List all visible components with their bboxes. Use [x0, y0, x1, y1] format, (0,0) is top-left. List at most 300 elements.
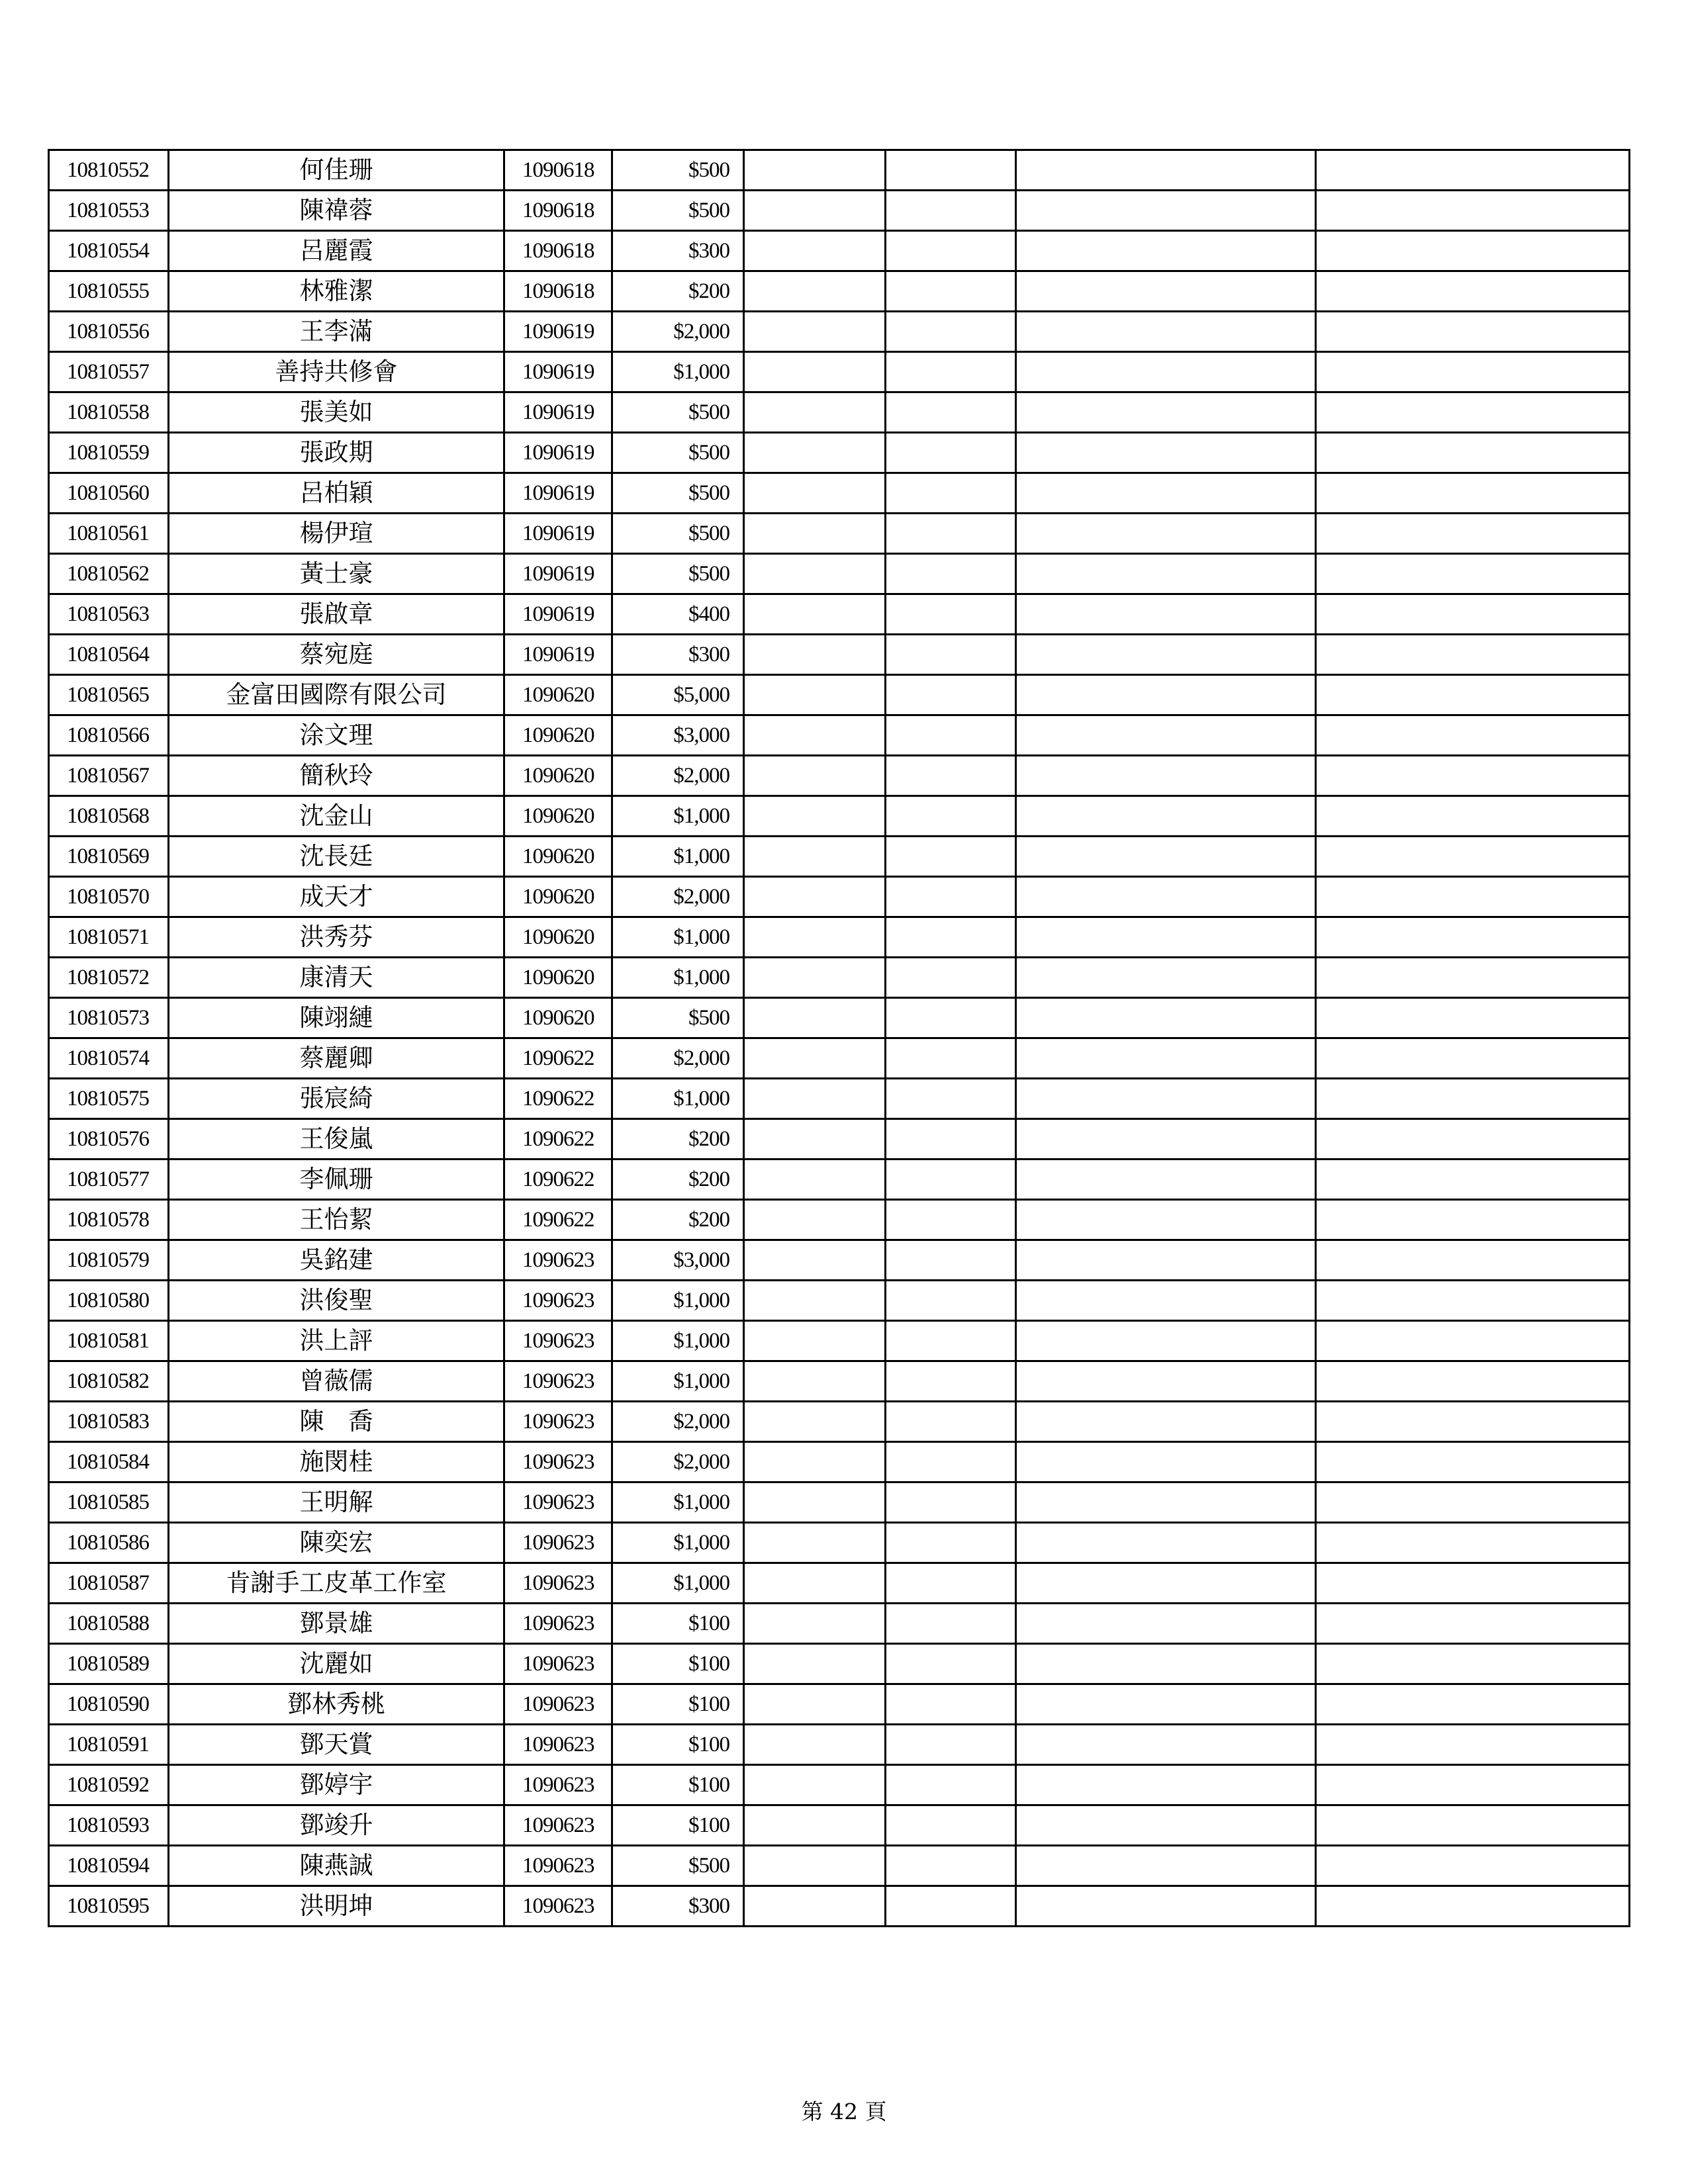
donation-date-cell: 1090623: [504, 1402, 612, 1442]
empty-cell: [744, 1281, 886, 1321]
empty-cell: [1316, 715, 1630, 756]
receipt-number-cell: 10810572: [49, 958, 169, 998]
donor-name-cell: 鄧婷宇: [169, 1765, 504, 1805]
table-row: [49, 1482, 1630, 1523]
empty-cell: [1016, 191, 1316, 231]
empty-cell: [1316, 191, 1630, 231]
amount-cell: $300: [612, 635, 744, 675]
donation-date-cell: 1090623: [504, 1846, 612, 1886]
receipt-number-cell: 10810591: [49, 1725, 169, 1765]
empty-cell: [886, 1442, 1016, 1482]
amount-cell: $1,000: [612, 1482, 744, 1523]
empty-cell: [744, 1765, 886, 1805]
donation-date-cell: 1090623: [504, 1321, 612, 1361]
empty-cell: [886, 1563, 1016, 1604]
table-row: [49, 1805, 1630, 1846]
amount-cell: $500: [612, 392, 744, 433]
table-row: [49, 675, 1630, 715]
empty-cell: [1316, 1442, 1630, 1482]
donor-name-cell: 康清天: [169, 958, 504, 998]
donor-name-cell: 張啟章: [169, 594, 504, 635]
empty-cell: [1016, 675, 1316, 715]
empty-cell: [1016, 271, 1316, 312]
donor-name-cell: 張宸綺: [169, 1079, 504, 1119]
empty-cell: [744, 312, 886, 352]
donor-name-cell: 陳燕誠: [169, 1846, 504, 1886]
empty-cell: [744, 1402, 886, 1442]
table-row: [49, 1321, 1630, 1361]
amount-cell: $100: [612, 1725, 744, 1765]
donation-date-cell: 1090618: [504, 271, 612, 312]
receipt-number-cell: 10810557: [49, 352, 169, 392]
amount-cell: $3,000: [612, 715, 744, 756]
table-row: [49, 1644, 1630, 1684]
receipt-number-cell: 10810580: [49, 1281, 169, 1321]
empty-cell: [744, 1644, 886, 1684]
donation-date-cell: 1090620: [504, 998, 612, 1038]
receipt-number-cell: 10810558: [49, 392, 169, 433]
receipt-number-cell: 10810595: [49, 1886, 169, 1927]
table-row: [49, 1725, 1630, 1765]
table-row: [49, 1765, 1630, 1805]
table-row: [49, 1684, 1630, 1725]
empty-cell: [886, 756, 1016, 796]
empty-cell: [886, 594, 1016, 635]
donor-name-cell: 黃士豪: [169, 554, 504, 594]
empty-cell: [1016, 756, 1316, 796]
empty-cell: [1016, 1361, 1316, 1402]
receipt-number-cell: 10810571: [49, 917, 169, 958]
empty-cell: [1016, 1725, 1316, 1765]
empty-cell: [1316, 1402, 1630, 1442]
empty-cell: [1316, 594, 1630, 635]
empty-cell: [886, 1200, 1016, 1240]
donation-date-cell: 1090619: [504, 352, 612, 392]
donor-name-cell: 呂柏穎: [169, 473, 504, 514]
empty-cell: [1016, 473, 1316, 514]
donor-name-cell: 陳 喬: [169, 1402, 504, 1442]
table-row: [49, 796, 1630, 837]
empty-cell: [1016, 1281, 1316, 1321]
donor-name-cell: 成天才: [169, 877, 504, 917]
amount-cell: $100: [612, 1604, 744, 1644]
receipt-number-cell: 10810588: [49, 1604, 169, 1644]
receipt-number-cell: 10810562: [49, 554, 169, 594]
donor-name-cell: 洪明坤: [169, 1886, 504, 1927]
empty-cell: [886, 1240, 1016, 1281]
amount-cell: $1,000: [612, 1079, 744, 1119]
empty-cell: [1316, 917, 1630, 958]
donation-date-cell: 1090620: [504, 715, 612, 756]
amount-cell: $500: [612, 554, 744, 594]
amount-cell: $1,000: [612, 1563, 744, 1604]
empty-cell: [744, 998, 886, 1038]
donation-date-cell: 1090623: [504, 1523, 612, 1563]
empty-cell: [886, 1079, 1016, 1119]
donor-name-cell: 洪秀芬: [169, 917, 504, 958]
donor-name-cell: 陳翊縺: [169, 998, 504, 1038]
receipt-number-cell: 10810566: [49, 715, 169, 756]
empty-cell: [1016, 1321, 1316, 1361]
table-row: [49, 1886, 1630, 1927]
table-row: [49, 554, 1630, 594]
empty-cell: [886, 1361, 1016, 1402]
amount-cell: $3,000: [612, 1240, 744, 1281]
donation-date-cell: 1090618: [504, 150, 612, 191]
receipt-number-cell: 10810578: [49, 1200, 169, 1240]
donor-name-cell: 蔡麗卿: [169, 1038, 504, 1079]
table-row: [49, 756, 1630, 796]
empty-cell: [744, 635, 886, 675]
table-row: [49, 715, 1630, 756]
donation-date-cell: 1090623: [504, 1604, 612, 1644]
empty-cell: [1016, 1805, 1316, 1846]
table-row: [49, 958, 1630, 998]
donor-name-cell: 沈金山: [169, 796, 504, 837]
table-row: [49, 473, 1630, 514]
amount-cell: $100: [612, 1765, 744, 1805]
empty-cell: [1316, 352, 1630, 392]
empty-cell: [1316, 1361, 1630, 1402]
empty-cell: [1316, 1079, 1630, 1119]
table-row: [49, 514, 1630, 554]
receipt-number-cell: 10810574: [49, 1038, 169, 1079]
empty-cell: [886, 715, 1016, 756]
empty-cell: [886, 1482, 1016, 1523]
amount-cell: $100: [612, 1684, 744, 1725]
empty-cell: [1016, 917, 1316, 958]
empty-cell: [886, 1160, 1016, 1200]
empty-cell: [744, 473, 886, 514]
donor-name-cell: 肯謝手工皮革工作室: [169, 1563, 504, 1604]
empty-cell: [886, 312, 1016, 352]
donation-date-cell: 1090622: [504, 1160, 612, 1200]
table-row: [49, 1361, 1630, 1402]
receipt-number-cell: 10810582: [49, 1361, 169, 1402]
amount-cell: $500: [612, 191, 744, 231]
empty-cell: [1016, 958, 1316, 998]
receipt-number-cell: 10810555: [49, 271, 169, 312]
receipt-number-cell: 10810554: [49, 231, 169, 271]
table-row: [49, 392, 1630, 433]
table-row: [49, 837, 1630, 877]
amount-cell: $1,000: [612, 352, 744, 392]
empty-cell: [1016, 231, 1316, 271]
empty-cell: [744, 877, 886, 917]
donor-name-cell: 楊伊瑄: [169, 514, 504, 554]
empty-cell: [744, 1604, 886, 1644]
empty-cell: [1316, 1160, 1630, 1200]
donor-name-cell: 沈長廷: [169, 837, 504, 877]
table-row: [49, 1200, 1630, 1240]
empty-cell: [744, 1442, 886, 1482]
empty-cell: [744, 796, 886, 837]
empty-cell: [1316, 271, 1630, 312]
empty-cell: [1316, 1604, 1630, 1644]
table-row: [49, 312, 1630, 352]
empty-cell: [744, 715, 886, 756]
empty-cell: [886, 796, 1016, 837]
donor-name-cell: 鄧竣升: [169, 1805, 504, 1846]
empty-cell: [1316, 1240, 1630, 1281]
receipt-number-cell: 10810575: [49, 1079, 169, 1119]
empty-cell: [744, 1846, 886, 1886]
donation-table: [48, 149, 1630, 1927]
table-row: [49, 1846, 1630, 1886]
amount-cell: $200: [612, 271, 744, 312]
empty-cell: [886, 554, 1016, 594]
donor-name-cell: 張美如: [169, 392, 504, 433]
empty-cell: [886, 1886, 1016, 1927]
receipt-number-cell: 10810594: [49, 1846, 169, 1886]
amount-cell: $2,000: [612, 1402, 744, 1442]
empty-cell: [1016, 150, 1316, 191]
empty-cell: [744, 1200, 886, 1240]
amount-cell: $1,000: [612, 796, 744, 837]
empty-cell: [1016, 998, 1316, 1038]
empty-cell: [886, 352, 1016, 392]
empty-cell: [1016, 1846, 1316, 1886]
donation-date-cell: 1090620: [504, 917, 612, 958]
empty-cell: [886, 1604, 1016, 1644]
empty-cell: [1016, 1482, 1316, 1523]
receipt-number-cell: 10810585: [49, 1482, 169, 1523]
donor-name-cell: 洪俊聖: [169, 1281, 504, 1321]
empty-cell: [886, 998, 1016, 1038]
empty-cell: [1316, 1846, 1630, 1886]
donor-name-cell: 鄧景雄: [169, 1604, 504, 1644]
donation-date-cell: 1090623: [504, 1886, 612, 1927]
donor-name-cell: 鄧林秀桃: [169, 1684, 504, 1725]
empty-cell: [744, 191, 886, 231]
empty-cell: [744, 837, 886, 877]
empty-cell: [1016, 877, 1316, 917]
empty-cell: [744, 150, 886, 191]
donor-name-cell: 何佳珊: [169, 150, 504, 191]
amount-cell: $100: [612, 1644, 744, 1684]
amount-cell: $1,000: [612, 917, 744, 958]
empty-cell: [1316, 150, 1630, 191]
empty-cell: [1016, 635, 1316, 675]
empty-cell: [1016, 1886, 1316, 1927]
receipt-number-cell: 10810564: [49, 635, 169, 675]
receipt-number-cell: 10810579: [49, 1240, 169, 1281]
receipt-number-cell: 10810565: [49, 675, 169, 715]
donation-date-cell: 1090623: [504, 1563, 612, 1604]
empty-cell: [744, 1119, 886, 1160]
empty-cell: [886, 1402, 1016, 1442]
donor-name-cell: 金富田國際有限公司: [169, 675, 504, 715]
empty-cell: [744, 1240, 886, 1281]
empty-cell: [886, 675, 1016, 715]
table-row: [49, 998, 1630, 1038]
amount-cell: $2,000: [612, 877, 744, 917]
empty-cell: [1316, 1765, 1630, 1805]
empty-cell: [744, 1725, 886, 1765]
receipt-number-cell: 10810584: [49, 1442, 169, 1482]
table-row: [49, 1038, 1630, 1079]
table-row: [49, 594, 1630, 635]
amount-cell: $500: [612, 150, 744, 191]
amount-cell: $500: [612, 1846, 744, 1886]
empty-cell: [744, 594, 886, 635]
empty-cell: [1016, 1644, 1316, 1684]
empty-cell: [1016, 554, 1316, 594]
amount-cell: $500: [612, 998, 744, 1038]
empty-cell: [886, 433, 1016, 473]
donation-date-cell: 1090619: [504, 392, 612, 433]
empty-cell: [886, 1805, 1016, 1846]
receipt-number-cell: 10810568: [49, 796, 169, 837]
receipt-number-cell: 10810560: [49, 473, 169, 514]
empty-cell: [1016, 1684, 1316, 1725]
table-row: [49, 1402, 1630, 1442]
empty-cell: [1316, 998, 1630, 1038]
donor-name-cell: 王俊嵐: [169, 1119, 504, 1160]
table-row: [49, 231, 1630, 271]
receipt-number-cell: 10810570: [49, 877, 169, 917]
receipt-number-cell: 10810556: [49, 312, 169, 352]
receipt-number-cell: 10810593: [49, 1805, 169, 1846]
table-row: [49, 191, 1630, 231]
empty-cell: [1016, 392, 1316, 433]
empty-cell: [886, 917, 1016, 958]
donation-date-cell: 1090620: [504, 675, 612, 715]
amount-cell: $5,000: [612, 675, 744, 715]
receipt-number-cell: 10810592: [49, 1765, 169, 1805]
empty-cell: [1016, 1523, 1316, 1563]
receipt-number-cell: 10810552: [49, 150, 169, 191]
amount-cell: $500: [612, 514, 744, 554]
amount-cell: $1,000: [612, 958, 744, 998]
table-row: [49, 635, 1630, 675]
empty-cell: [1316, 796, 1630, 837]
receipt-number-cell: 10810567: [49, 756, 169, 796]
empty-cell: [886, 473, 1016, 514]
empty-cell: [1016, 594, 1316, 635]
empty-cell: [1316, 312, 1630, 352]
amount-cell: $1,000: [612, 1281, 744, 1321]
amount-cell: $500: [612, 473, 744, 514]
donor-name-cell: 洪上評: [169, 1321, 504, 1361]
table-row: [49, 1240, 1630, 1281]
donor-name-cell: 林雅潔: [169, 271, 504, 312]
donation-date-cell: 1090620: [504, 837, 612, 877]
donation-date-cell: 1090620: [504, 796, 612, 837]
empty-cell: [1316, 231, 1630, 271]
donation-date-cell: 1090622: [504, 1119, 612, 1160]
empty-cell: [886, 1765, 1016, 1805]
donor-name-cell: 涂文理: [169, 715, 504, 756]
empty-cell: [886, 1846, 1016, 1886]
empty-cell: [1016, 1563, 1316, 1604]
empty-cell: [1016, 1079, 1316, 1119]
empty-cell: [886, 877, 1016, 917]
receipt-number-cell: 10810587: [49, 1563, 169, 1604]
empty-cell: [1316, 1038, 1630, 1079]
receipt-number-cell: 10810576: [49, 1119, 169, 1160]
empty-cell: [1016, 796, 1316, 837]
empty-cell: [1016, 1442, 1316, 1482]
empty-cell: [1016, 352, 1316, 392]
receipt-number-cell: 10810563: [49, 594, 169, 635]
donor-name-cell: 陳禕蓉: [169, 191, 504, 231]
donor-name-cell: 張政期: [169, 433, 504, 473]
donor-name-cell: 施閔桂: [169, 1442, 504, 1482]
empty-cell: [1016, 1200, 1316, 1240]
donation-date-cell: 1090620: [504, 756, 612, 796]
donation-date-cell: 1090618: [504, 191, 612, 231]
donation-date-cell: 1090618: [504, 231, 612, 271]
donor-name-cell: 王明解: [169, 1482, 504, 1523]
donation-date-cell: 1090619: [504, 473, 612, 514]
empty-cell: [1316, 392, 1630, 433]
donation-date-cell: 1090622: [504, 1038, 612, 1079]
amount-cell: $1,000: [612, 1321, 744, 1361]
donation-date-cell: 1090619: [504, 635, 612, 675]
empty-cell: [886, 837, 1016, 877]
empty-cell: [886, 1644, 1016, 1684]
empty-cell: [1316, 635, 1630, 675]
donor-name-cell: 沈麗如: [169, 1644, 504, 1684]
donation-date-cell: 1090623: [504, 1361, 612, 1402]
donor-name-cell: 簡秋玲: [169, 756, 504, 796]
empty-cell: [1016, 837, 1316, 877]
table-row: [49, 1281, 1630, 1321]
empty-cell: [1316, 1119, 1630, 1160]
empty-cell: [886, 392, 1016, 433]
empty-cell: [744, 392, 886, 433]
amount-cell: $2,000: [612, 1038, 744, 1079]
donation-date-cell: 1090619: [504, 554, 612, 594]
table-row: [49, 1160, 1630, 1200]
empty-cell: [744, 231, 886, 271]
empty-cell: [886, 635, 1016, 675]
donor-name-cell: 蔡宛庭: [169, 635, 504, 675]
table-row: [49, 877, 1630, 917]
empty-cell: [744, 1160, 886, 1200]
empty-cell: [1316, 958, 1630, 998]
receipt-number-cell: 10810590: [49, 1684, 169, 1725]
amount-cell: $200: [612, 1160, 744, 1200]
donation-date-cell: 1090623: [504, 1644, 612, 1684]
amount-cell: $2,000: [612, 756, 744, 796]
table-row: [49, 1079, 1630, 1119]
empty-cell: [744, 1038, 886, 1079]
page-number: 第 42 頁: [801, 2099, 887, 2124]
empty-cell: [744, 958, 886, 998]
donation-date-cell: 1090619: [504, 433, 612, 473]
amount-cell: $400: [612, 594, 744, 635]
donation-date-cell: 1090623: [504, 1765, 612, 1805]
donation-date-cell: 1090619: [504, 312, 612, 352]
empty-cell: [744, 554, 886, 594]
table-row: [49, 271, 1630, 312]
donor-name-cell: 陳奕宏: [169, 1523, 504, 1563]
empty-cell: [886, 150, 1016, 191]
receipt-number-cell: 10810586: [49, 1523, 169, 1563]
table-row: [49, 352, 1630, 392]
amount-cell: $300: [612, 231, 744, 271]
empty-cell: [886, 231, 1016, 271]
empty-cell: [744, 352, 886, 392]
receipt-number-cell: 10810589: [49, 1644, 169, 1684]
empty-cell: [1316, 1684, 1630, 1725]
empty-cell: [744, 514, 886, 554]
empty-cell: [744, 756, 886, 796]
empty-cell: [1316, 514, 1630, 554]
empty-cell: [744, 1321, 886, 1361]
